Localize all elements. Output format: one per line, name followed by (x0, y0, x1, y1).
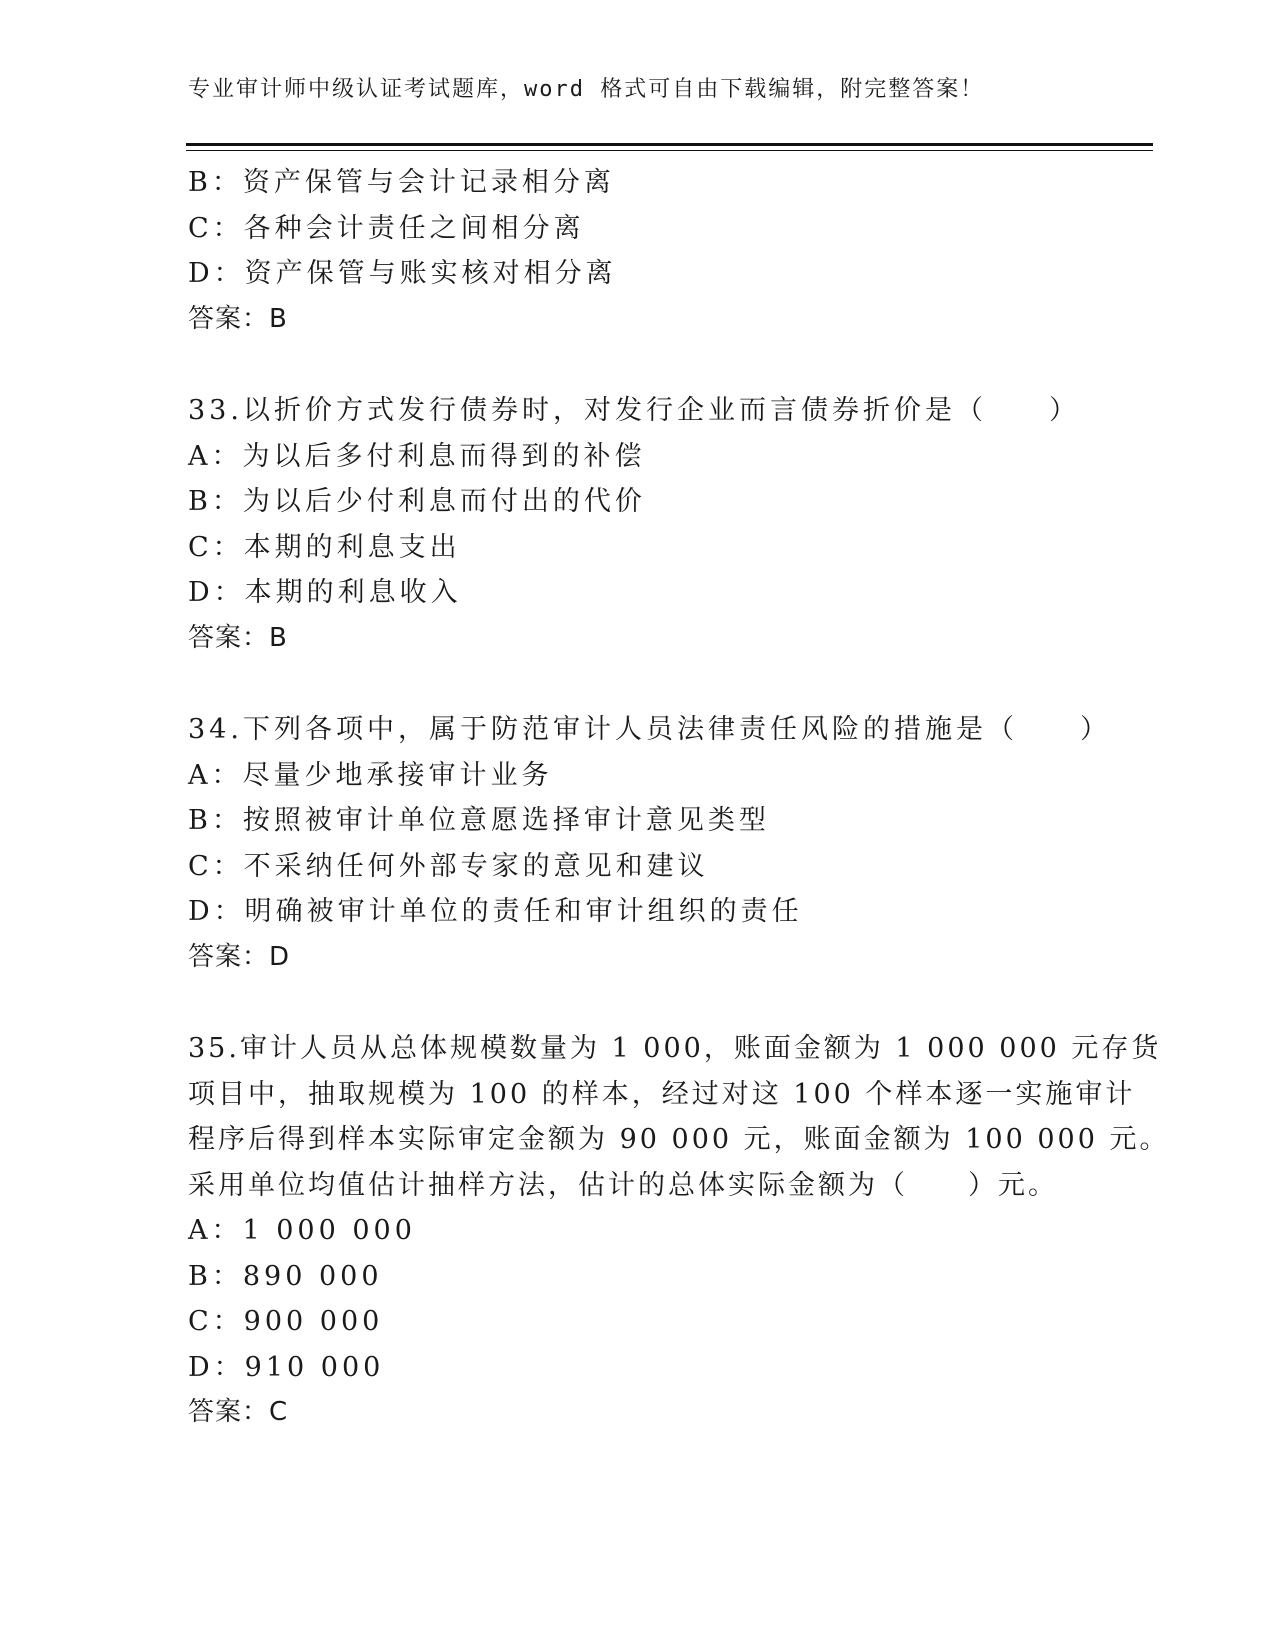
option-b: B：为以后少付利息而付出的代价 (188, 486, 646, 517)
header-rule-thick (186, 143, 1153, 146)
stem-line: 采用单位均值估计抽样方法，估计的总体实际金额为（ ）元。 (188, 1169, 1058, 1201)
answer: 答案：B (188, 622, 288, 653)
option-b: B：资产保管与会计记录相分离 (188, 167, 615, 198)
option-a: A：为以后多付利息而得到的补偿 (188, 440, 646, 472)
option-c: C：不采纳任何外部专家的意见和建议 (188, 850, 709, 882)
option-d: D：明确被审计单位的责任和审计组织的责任 (188, 896, 803, 927)
option-c: C：本期的利息支出 (188, 531, 461, 563)
question-32-tail (188, 160, 1088, 342)
question-stem: 33.以折价方式发行债券时，对发行企业而言债券折价是（ ） (188, 395, 1080, 426)
question-33 (188, 388, 1088, 661)
stem-line: 35.审计人员从总体规模数量为 1 000，账面金额为 1 000 000 元存货 (188, 1033, 1162, 1064)
stem-line: 项目中，抽取规模为 100 的样本，经过对这 100 个样本逐一实施审计 (188, 1078, 1136, 1110)
question-stem (188, 1026, 1170, 1208)
option-c: C：各种会计责任之间相分离 (188, 212, 585, 244)
question-content (188, 160, 1170, 1436)
question-34 (188, 707, 1111, 980)
option-b: B：按照被审计单位意愿选择审计意见类型 (188, 805, 770, 836)
header-rule-thin (186, 150, 1153, 151)
page-header: 专业审计师中级认证考试题库，word 格式可自由下载编辑，附完整答案！ (188, 77, 985, 102)
answer: 答案：C (188, 1397, 289, 1427)
option-a: A：1 000 000 (188, 1215, 416, 1246)
option-a: A：尽量少地承接审计业务 (188, 759, 553, 791)
answer: 答案：D (188, 941, 291, 972)
option-b: B：890 000 (188, 1260, 383, 1292)
question-35 (188, 1026, 1170, 1436)
answer: 答案：B (188, 303, 288, 334)
stem-line: 程序后得到样本实际审定金额为 90 000 元，账面金额为 100 000 元。 (188, 1124, 1170, 1155)
question-stem: 34.下列各项中，属于防范审计人员法律责任风险的措施是（ ） (188, 714, 1111, 745)
option-d: D：资产保管与账实核对相分离 (188, 258, 617, 289)
option-d: D：910 000 (188, 1351, 385, 1383)
option-c: C：900 000 (188, 1306, 384, 1337)
option-d: D：本期的利息收入 (188, 577, 462, 608)
